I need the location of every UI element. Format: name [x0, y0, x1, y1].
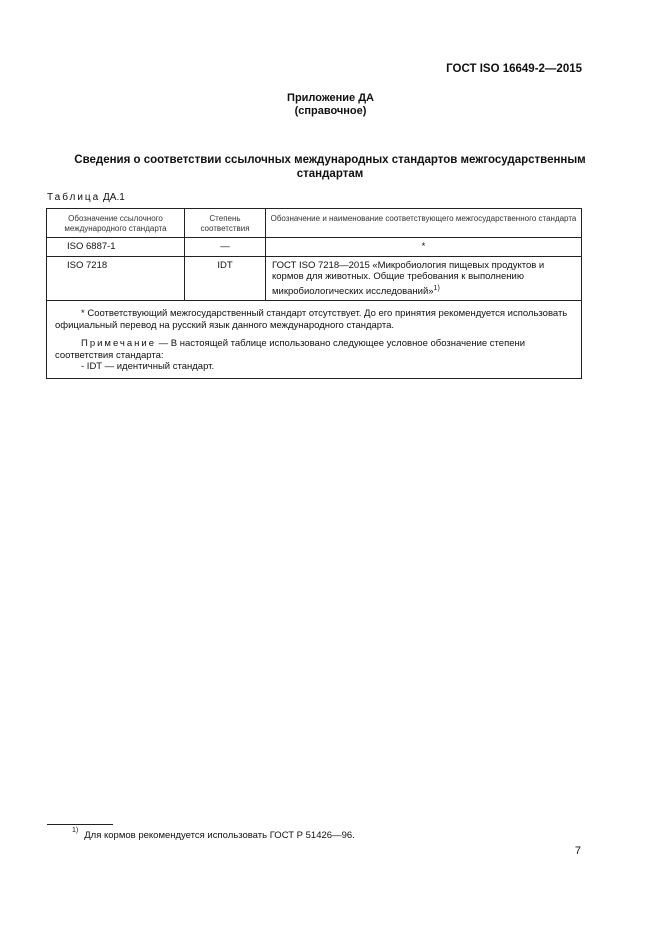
column-header: Обозначение ссылочного международного стандарта: [47, 209, 185, 238]
note-item: - IDT — идентичный стандарт.: [81, 361, 215, 373]
table-caption-number: ДА.1: [103, 192, 125, 203]
table-notes: [47, 301, 582, 379]
footnote-text: Для кормов рекомендуется использовать ГОСТ Р 51426—96.: [84, 830, 355, 842]
table-caption-word: Таблица: [47, 192, 101, 203]
national-standard-cell: *: [266, 238, 582, 257]
footnote-divider: [47, 824, 113, 825]
national-standard-cell: [266, 256, 582, 301]
correspondence-table: [46, 208, 582, 379]
note-text: — В настоящей таблице использовано следующее условное обозначение степени соответствия стандарта:: [55, 338, 526, 361]
degree-cell: —: [185, 238, 266, 257]
column-header: Степень соответствия: [185, 209, 266, 238]
ref-standard-cell: ISO 6887-1: [47, 238, 185, 257]
document-code: ГОСТ ISO 16649-2—2015: [446, 63, 582, 75]
table-caption: [47, 192, 125, 203]
footnote-reference: 1): [433, 284, 440, 292]
ref-standard-cell: ISO 7218: [47, 256, 185, 301]
table-row: [47, 256, 582, 301]
national-standard-text: ГОСТ ISO 7218—2015 «Микробиология пищевых продуктов и кормов для животных. Общие требования к выполнению микробиологических исследований»: [272, 259, 545, 297]
footnote: [72, 829, 355, 841]
note-label: Примечание: [81, 338, 156, 350]
note-paragraph: [55, 338, 573, 361]
degree-cell: IDT: [185, 256, 266, 301]
section-title: Сведения о соответствии ссылочных международных стандартов межгосударственным стандартам: [74, 154, 586, 180]
annex-title: Приложение ДА: [287, 92, 374, 104]
asterisk-note: * Соответствующий межгосударственный стандарт отсутствует. До его принятия рекомендуется использовать официальный перевод на русский язык данного международного стандарта.: [55, 308, 568, 331]
annex-heading: [0, 92, 661, 118]
annex-subtitle: (справочное): [294, 105, 367, 117]
table-row: [47, 238, 582, 257]
page-number: 7: [574, 845, 581, 857]
table-notes-row: [47, 301, 582, 379]
table-header-row: [47, 209, 582, 238]
column-header: Обозначение и наименование соответствующего межгосударственного стандарта: [266, 209, 582, 238]
footnote-mark: 1): [72, 827, 79, 834]
